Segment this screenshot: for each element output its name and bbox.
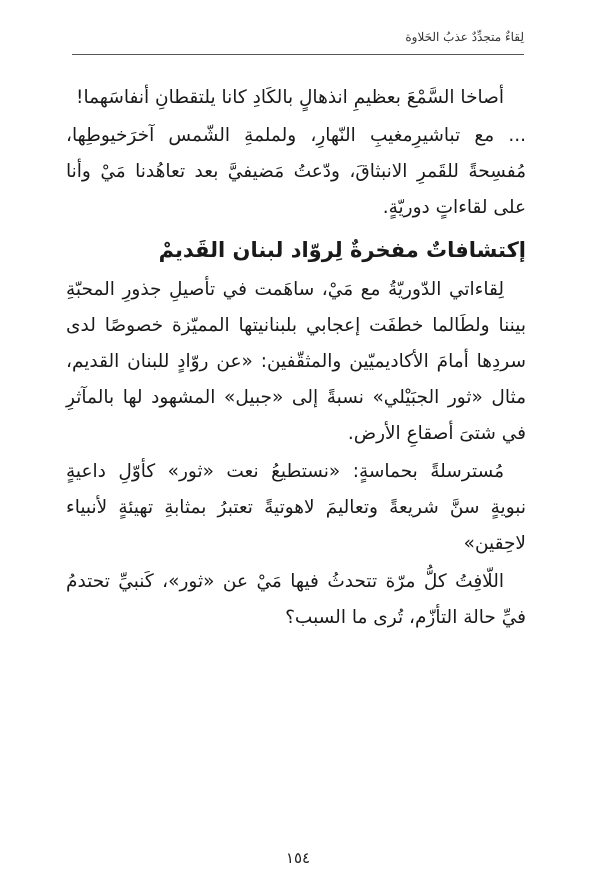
page-number: ١٥٤ xyxy=(285,849,311,867)
running-header: لِقاءٌ متجدِّدٌ عذبُ الحَلاوة xyxy=(405,30,524,44)
paragraph: مُسترسلةً بحماسةٍ: «نستطيعُ نعت «ثور» كأوّلِ داعيةٍ نبويةٍ سنَّ شريعةً وتعاليمَ لاهوتيةً تعتبرُ بمثابةِ تهيئةٍ لأنبياء لاحِقين» xyxy=(66,461,526,554)
paragraph: ... مع تباشيرِمغيبِ النّهارِ، ولملمةِ الشّمس آخرَخيوطِها، مُفسِحةً للقَمرِ الانبثاقَ، ودّعتُ مَضيفيَّ بعد تعاهُدنا مَيْ وأنا على لقاءاتٍ دوريّةٍ. xyxy=(66,125,526,218)
paragraph: لِقاءاتي الدّوريّةُ مع مَيْ، ساهَمت في تأصيلِ جذورِ المحبّةِ بيننا ولطَالما خطفَت إعجابي بلبنانيتها المميّزة خصوصًا لدى سردِها أمامَ الأكاديميّين والمثقّفين: «عن روّادٍ للبنان القديم، مثال «ثور الجبَيْلي» نسبةً إلى «جبيل» المشهود لها بالمآثرِ في شتىَ أصقاعِ الأرض. xyxy=(66,279,526,444)
paragraph: اللّافِتُ كلُّ مرّة تتحدثُ فيها مَيْ عن «ثور»، كَنبيِّ تحتدمُ فيِّ حالة التأزّم، تُرى ما السبب؟ xyxy=(66,571,526,628)
paragraph: أصاخا السَّمْعَ بعظيمِ انذهالٍ بالكَادِ كانا يلتقطانِ أنفاسَهما! xyxy=(76,87,504,108)
header-divider xyxy=(72,54,524,55)
section-heading: إكتشافاتٌ مفخرةٌ لِروّاد لبنان القَديمْ xyxy=(158,238,526,262)
page-body xyxy=(66,80,526,636)
